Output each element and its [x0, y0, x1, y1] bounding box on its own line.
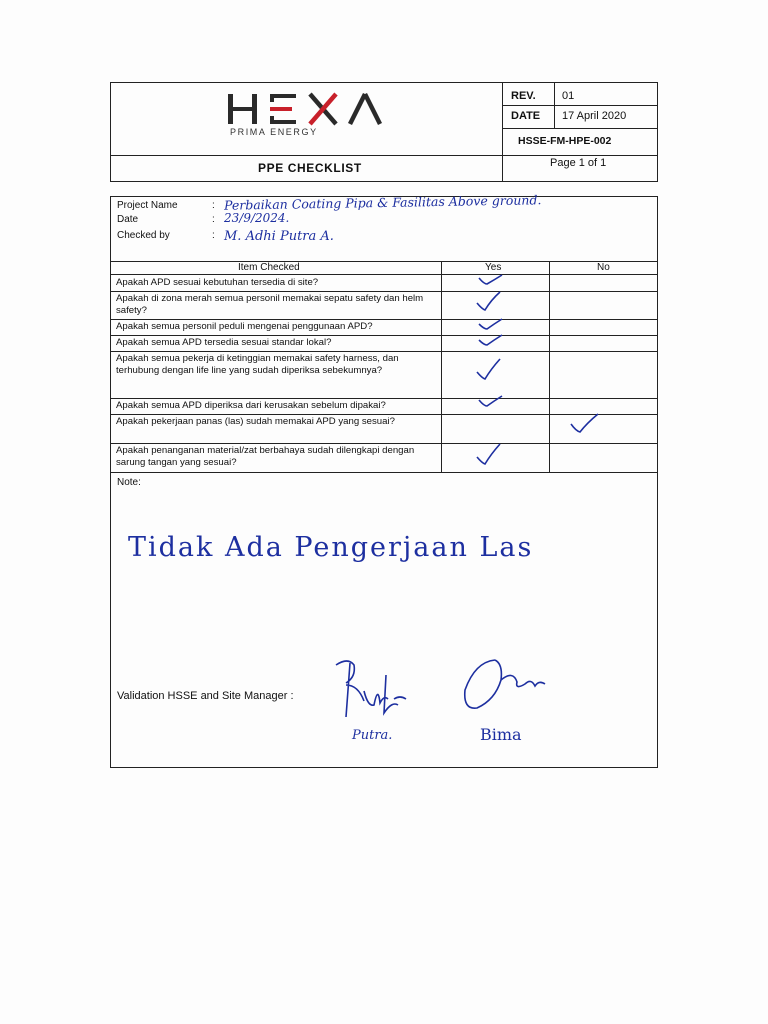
checkmark-icon [476, 334, 506, 348]
checkmark-icon [474, 290, 504, 314]
date-value: 17 April 2020 [562, 110, 627, 122]
checkmark-icon [476, 395, 506, 409]
colon: : [212, 230, 215, 241]
checkmark-icon [474, 442, 504, 468]
rev-value: 01 [562, 90, 575, 102]
table-row-question: Apakah penanganan material/zat berbahaya sudah dilengkapi dengan sarung tangan yang sesuai? [116, 445, 415, 468]
validation-label: Validation HSSE and Site Manager : [117, 690, 294, 702]
checked-by-label: Checked by [117, 230, 170, 241]
table-row-question: Apakah APD sesuai kebutuhan tersedia di site? [116, 277, 319, 288]
checked-by-value: M. Adhi Putra A. [224, 229, 334, 244]
date-value-handwritten: 23/9/2024. [224, 211, 290, 225]
table-row-question: Apakah semua APD tersedia sesuai standar lokal? [116, 337, 332, 348]
page-number: Page 1 of 1 [550, 157, 607, 169]
header-item-checked: Item Checked [238, 262, 300, 273]
table-row-question: Apakah di zona merah semua personil memakai sepatu safety dan helm safety? [116, 293, 424, 316]
page-title: PPE CHECKLIST [258, 161, 362, 175]
checkmark-icon [474, 357, 504, 383]
header-yes: Yes [485, 262, 502, 273]
note-label: Note: [117, 477, 141, 488]
colon: : [212, 200, 215, 211]
project-name-value: Perbaikan Coating Pipa & Fasilitas Above ground. [223, 192, 542, 213]
checkmark-icon [476, 318, 506, 332]
signer-name-2: Bima [480, 725, 522, 744]
checkmark-icon [568, 412, 602, 436]
colon: : [212, 214, 215, 225]
table-row-question: Apakah semua APD diperiksa dari kerusakan sebelum dipakai? [116, 400, 386, 411]
signature-bima [455, 650, 555, 720]
table-row-question: Apakah semua pekerja di ketinggian memakai safety harness, dan terhubung dengan life line yang sudah diperiksa sebekumnya? [116, 353, 399, 376]
signature-putra [328, 655, 418, 725]
table-row-question: Apakah pekerjaan panas (las) sudah memakai APD yang sesuai? [116, 416, 395, 427]
signer-name-1: Putra. [352, 728, 393, 743]
rev-label: REV. [511, 90, 536, 102]
note-handwritten: Tidak Ada Pengerjaan Las [128, 532, 534, 563]
date-label: DATE [511, 110, 541, 122]
header-no: No [597, 262, 610, 273]
project-name-label: Project Name [117, 200, 178, 211]
table-row-question: Apakah semua personil peduli mengenai penggunaan APD? [116, 321, 373, 332]
logo-subtitle: PRIMA ENERGY [230, 127, 318, 137]
date-field-label: Date [117, 214, 139, 225]
checkmark-icon [476, 274, 506, 288]
form-code: HSSE-FM-HPE-002 [518, 135, 612, 147]
